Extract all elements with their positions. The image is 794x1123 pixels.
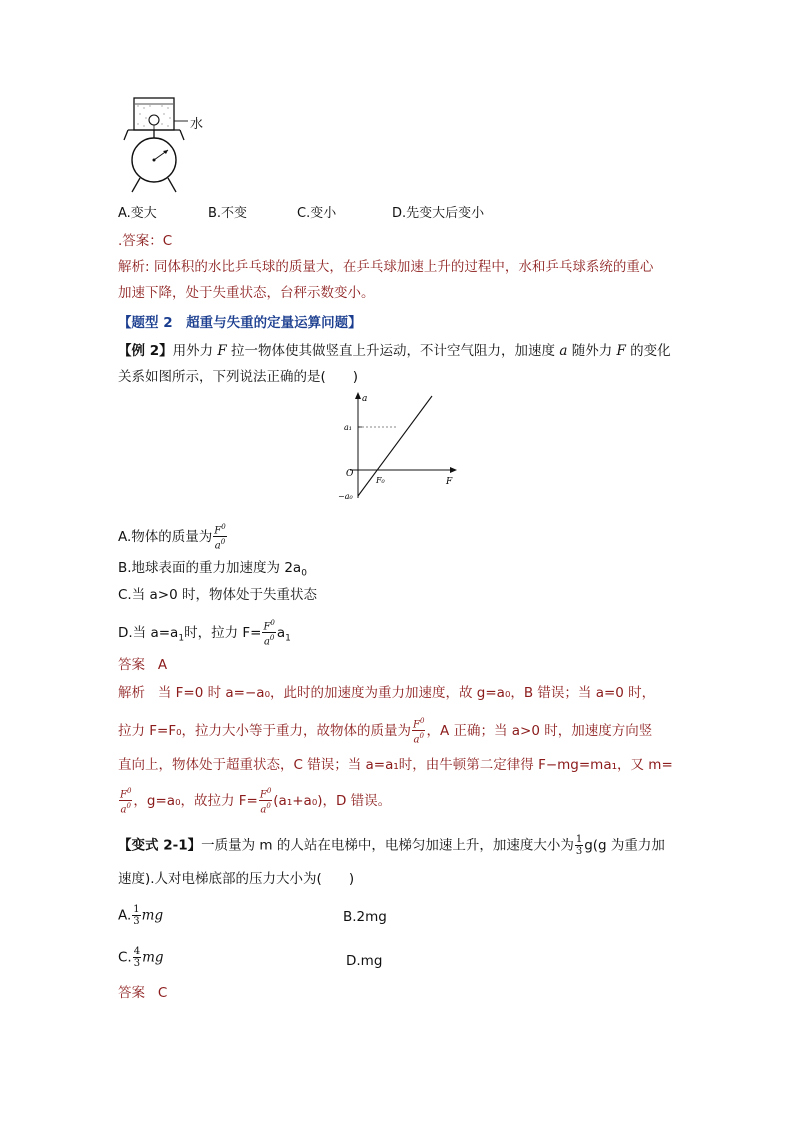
example2-option-c: C.当 a>0 时，物体处于失重状态 <box>118 587 317 603</box>
four-thirds-fraction: $\frac{4}{3}$ <box>133 946 141 969</box>
mass-fraction: $\frac{F^0}{a^0}$ <box>413 717 425 746</box>
variant-stem-line1: 【变式 2-1】一质量为 m 的人站在电梯中，电梯匀加速上升，加速度大小为 $\frac{1}{3}$ g(g 为重力加 <box>118 834 665 857</box>
q1-option-a: A.变大 <box>118 206 157 221</box>
force-fraction: $\frac{F^0}{a^0}$ <box>263 619 275 648</box>
example2-stem-line2: 关系如图所示，下列说法正确的是( ) <box>118 369 359 385</box>
example2-label: 【例 2】 <box>118 343 173 359</box>
example2-stem-line1 <box>118 342 671 360</box>
q1-analysis-line2: 加速下降，处于失重状态，台秤示数变小。 <box>118 285 375 301</box>
q1-option-c: C.变小 <box>297 206 337 221</box>
example2-analysis-line2: 拉力 F=F₀，拉力大小等于重力，故物体的质量为 $\frac{F^0}{a^0}$ ，A 正确；当 a>0 时，加速度方向竖 <box>118 717 653 746</box>
example2-analysis-line1: 解析 当 F=0 时 a=−a₀，此时的加速度为重力加速度，故 g=a₀，B 错误；当 a=0 时， <box>118 685 656 701</box>
option-sub: 0 <box>301 568 307 579</box>
stem-text: 随外力 <box>567 343 617 359</box>
variant-option-b: B.2mg <box>343 909 387 925</box>
one-third-fraction: $\frac{1}{3}$ <box>133 904 140 927</box>
graph-origin: O <box>346 469 354 479</box>
stem-var-f: F <box>217 343 227 359</box>
stem-text: 的变化 <box>625 343 671 359</box>
variant-option-c: C. $\frac{4}{3}$ mg <box>118 946 164 969</box>
mass-fraction: $\frac{F^0}{a^0}$ <box>120 787 132 816</box>
graph-f0-label: F₀ <box>376 476 385 485</box>
variant-stem-line2: 速度).人对电梯底部的压力大小为( ) <box>118 871 355 887</box>
graph-x-label: F <box>446 477 453 487</box>
a-vs-f-graph <box>336 390 466 502</box>
q1-analysis-line1: 解析: 同体积的水比乒乓球的质量大，在乒乓球加速上升的过程中，水和乒乓球系统的重心 <box>118 259 654 275</box>
option-text: B.地球表面的重力加速度为 2a <box>118 560 302 576</box>
example2-option-b <box>118 559 307 583</box>
water-label: 水 <box>190 117 204 132</box>
graph-neg-a0-label: −a₀ <box>338 492 353 501</box>
option-text: A.物体的质量为 <box>118 528 213 545</box>
variant-option-d: D.mg <box>346 953 383 969</box>
one-third-fraction: $\frac{1}{3}$ <box>575 834 583 857</box>
stem-var-a: a <box>559 343 568 359</box>
example2-answer: 答案 A <box>118 657 168 673</box>
stem-var-f: F <box>616 343 626 359</box>
force-fraction: $\frac{F^0}{a^0}$ <box>259 787 272 816</box>
variant-label: 【变式 2-1】 <box>118 837 202 854</box>
option-text: D.当 a=a <box>118 624 179 641</box>
stem-text: 拉一物体使其做竖直上升运动，不计空气阻力，加速度 <box>226 343 560 359</box>
example2-option-a <box>118 522 228 552</box>
scale-tank-figure <box>118 94 218 194</box>
stem-text: 用外力 <box>172 343 218 359</box>
graph-a1-label: a₁ <box>344 423 352 432</box>
section-heading: 【题型 2 超重与失重的定量运算问题】 <box>118 315 362 331</box>
example2-option-d: D.当 $a=a_1$时，拉力 F= $\frac{F^0}{a^0}$ $a_1$ <box>118 619 291 648</box>
q1-option-b: B.不变 <box>208 206 248 221</box>
mass-fraction: $\frac{F^0}{a^0}$ <box>214 523 226 552</box>
variant-answer: 答案 C <box>118 985 168 1001</box>
example2-analysis-line3: 直向上，物体处于超重状态，C 错误；当 a=a₁时，由牛顿第二定律得 F−mg=ma₁，又 m= <box>118 757 673 773</box>
option-text: 时，拉力 F= <box>184 624 262 641</box>
variant-option-a: A. $\frac{1}{3}$ mg <box>118 904 164 927</box>
example2-analysis-line4: $\frac{F^0}{a^0}$ ，g=a₀，故拉力 F= $\frac{F^0}{a^0}$ (a₁+a₀)，D 错误。 <box>120 787 392 816</box>
q1-answer: .答案：C <box>118 233 173 249</box>
q1-option-d: D.先变大后变小 <box>392 206 485 221</box>
graph-y-label: a <box>362 394 368 404</box>
